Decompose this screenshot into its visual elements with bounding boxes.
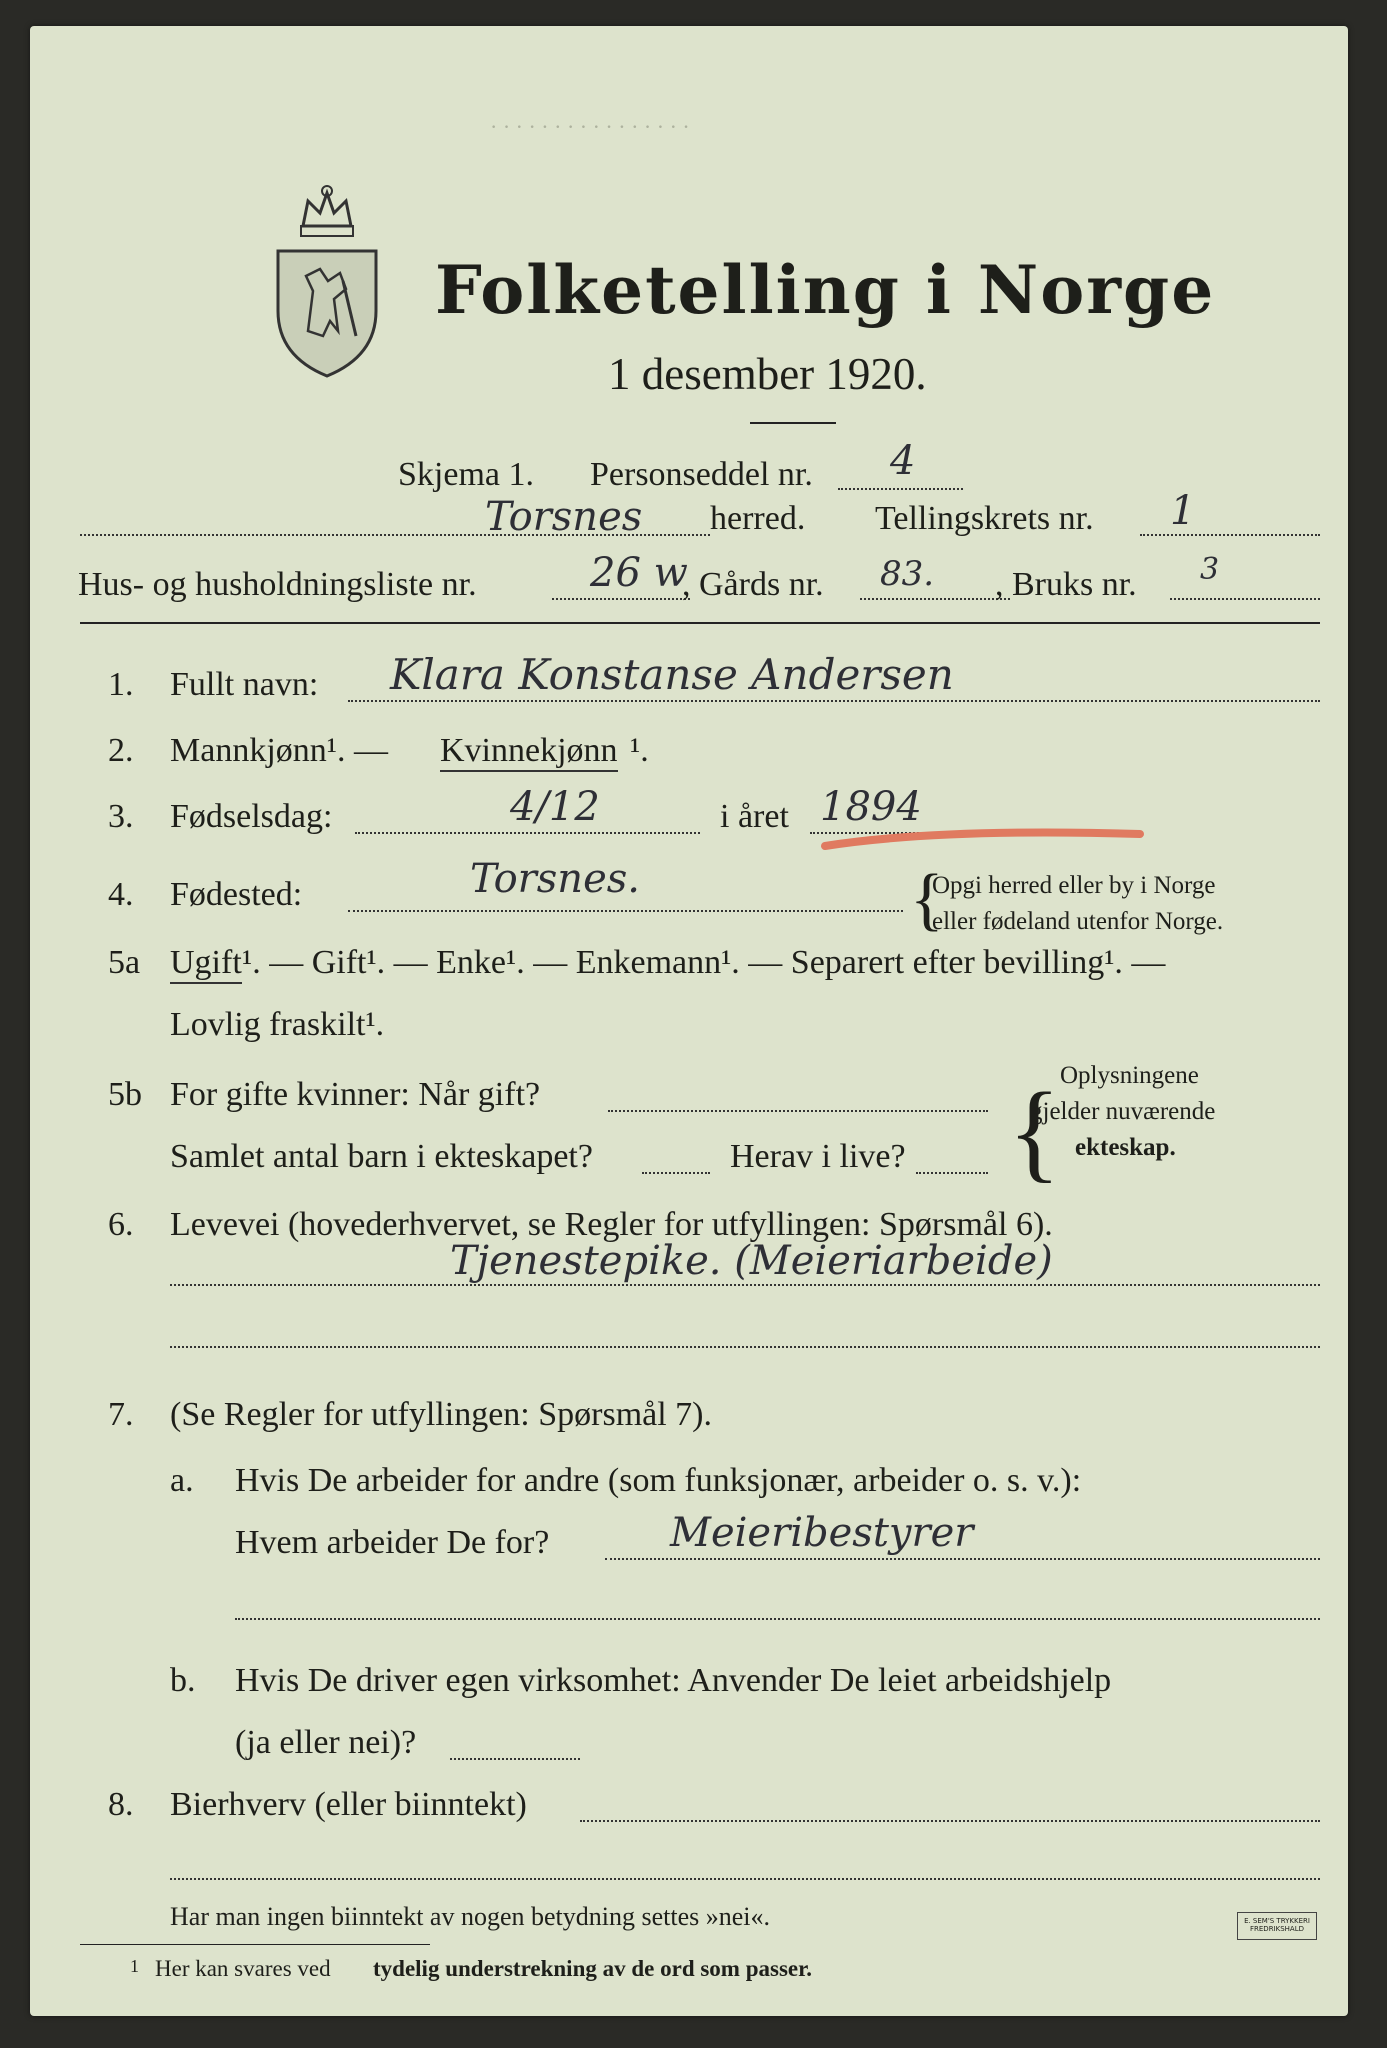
footnote-text-a: Her kan svares ved xyxy=(155,1956,331,1981)
q8-label: Bierhverv (eller biinntekt) xyxy=(170,1786,527,1823)
tellingskrets-label: Tellingskrets nr. xyxy=(875,500,1094,537)
q7b-line2: (ja eller nei)? xyxy=(235,1724,417,1761)
q6-dotted-line-1 xyxy=(170,1284,1320,1286)
q7a-line2: Hvem arbeider De for? xyxy=(235,1524,550,1561)
q5a-line2: Lovlig fraskilt¹. xyxy=(170,1006,385,1043)
q2-text-male: Mannkjønn¹. — xyxy=(170,732,388,769)
q5b-live-dotted-line xyxy=(916,1172,988,1174)
q4-brace: { xyxy=(910,861,944,938)
herred-label: herred. xyxy=(710,500,806,537)
q7-number: 7. xyxy=(108,1396,134,1433)
q5a-number: 5a xyxy=(108,944,141,981)
q2-text-female-underlined: Kvinnekjønn xyxy=(440,732,618,772)
q7a-text: Hvis De arbeider for andre (som funksjonær, arbeider o. s. v.): xyxy=(235,1462,1082,1499)
q1-dotted-line xyxy=(348,700,1320,702)
gards-label: , Gårds nr. xyxy=(682,566,824,603)
bruks-label: , Bruks nr. xyxy=(995,566,1137,603)
skjema-label: Skjema 1. xyxy=(398,456,534,493)
red-pencil-stroke xyxy=(820,816,1150,856)
q3-year-value: 1894 xyxy=(820,784,922,830)
tellingskrets-dotted-line xyxy=(1140,534,1320,536)
tellingskrets-value: 1 xyxy=(1170,488,1196,534)
q1-value: Klara Konstanse Andersen xyxy=(390,650,954,699)
q5b-note-line3: ekteskap. xyxy=(1075,1134,1176,1161)
header-divider xyxy=(80,622,1320,624)
printer-stamp-line1: E. SEM'S TRYKKERI xyxy=(1244,1917,1310,1925)
footnote-text-b: tydelig understrekning av de ord som passer. xyxy=(373,1956,812,1981)
q5b-brace: { xyxy=(1008,1070,1061,1192)
q7a-value: Meieribestyrer xyxy=(670,1510,974,1556)
q7b-text: Hvis De driver egen virksomhet: Anvender De leiet arbeidshjelp xyxy=(235,1662,1112,1699)
printer-stamp xyxy=(1237,1912,1317,1940)
q5b-live-label: Herav i live? xyxy=(730,1138,906,1175)
title-divider xyxy=(750,422,836,424)
printer-stamp-line2: FREDRIKSHALD xyxy=(1249,1925,1304,1933)
personseddel-dotted-line xyxy=(838,488,963,490)
q3-label: Fødselsdag: xyxy=(170,798,333,835)
q5b-note-line1: Oplysningene xyxy=(1060,1062,1199,1089)
q5a-options: ¹. — Gift¹. — Enke¹. — Enkemann¹. — Separert efter bevilling¹. — xyxy=(242,944,1166,981)
q8-number: 8. xyxy=(108,1786,134,1823)
q7b-letter: b. xyxy=(170,1662,196,1699)
census-date: 1 desember 1920. xyxy=(608,349,927,399)
q7a-dotted-line-1 xyxy=(605,1558,1320,1560)
q6-label: Levevei (hovederhvervet, se Regler for utfyllingen: Spørsmål 6). xyxy=(170,1206,1053,1243)
q4-number: 4. xyxy=(108,876,134,913)
q6-dotted-line-2 xyxy=(170,1346,1320,1348)
norwegian-coat-of-arms-icon xyxy=(268,181,386,381)
q5b-when-dotted-line xyxy=(608,1110,988,1112)
hus-dotted-line xyxy=(552,598,690,600)
q4-dotted-line xyxy=(348,910,903,912)
q6-value: Tjenestepike. (Meieriarbeide) xyxy=(450,1238,1053,1284)
q5b-note-line2: gjelder nuværende xyxy=(1030,1098,1216,1125)
q8-dotted-line-2 xyxy=(170,1878,1320,1880)
form-title: Folketelling i Norge xyxy=(435,251,1216,329)
q7-label: (Se Regler for utfyllingen: Spørsmål 7). xyxy=(170,1396,713,1433)
hus-value: 26 w xyxy=(590,550,688,596)
q3-year-label: i året xyxy=(720,798,789,835)
q2-footnote-mark: ¹. xyxy=(630,732,649,769)
q3-dotted-line xyxy=(355,832,700,834)
q5b-line2: Samlet antal barn i ekteskapet? xyxy=(170,1138,593,1175)
bleed-through-text: · · · · · · · · · · · · · · · · xyxy=(490,114,690,139)
personseddel-label: Personseddel nr. xyxy=(590,456,813,493)
gards-value: 83. xyxy=(880,554,935,594)
q5b-number: 5b xyxy=(108,1076,142,1113)
q4-note-line2: eller fødeland utenfor Norge. xyxy=(932,908,1224,935)
q7a-dotted-line-2 xyxy=(235,1618,1320,1620)
q5b-line1: For gifte kvinner: Når gift? xyxy=(170,1076,541,1113)
hus-label: Hus- og husholdningsliste nr. xyxy=(78,566,477,603)
bruks-dotted-line xyxy=(1170,598,1320,600)
footnote-marker: 1 xyxy=(130,1956,139,1976)
q3-number: 3. xyxy=(108,798,134,835)
q4-value: Torsnes. xyxy=(470,856,640,902)
q3-value: 4/12 xyxy=(510,784,600,830)
q2-number: 2. xyxy=(108,732,134,769)
footnote-divider xyxy=(80,1944,430,1945)
q5a-ugift-underlined: Ugift xyxy=(170,944,242,984)
q1-number: 1. xyxy=(108,666,134,703)
bruks-value: 3 xyxy=(1200,552,1220,587)
q4-note-line1: Opgi herred eller by i Norge xyxy=(932,872,1216,899)
q5b-children-dotted-line xyxy=(642,1172,710,1174)
q4-label: Fødested: xyxy=(170,876,303,913)
gards-dotted-line xyxy=(860,598,1010,600)
q6-number: 6. xyxy=(108,1206,134,1243)
q8-note: Har man ingen biinntekt av nogen betydning settes »nei«. xyxy=(170,1902,771,1931)
q8-dotted-line-1 xyxy=(580,1820,1320,1822)
census-form-sheet xyxy=(30,26,1348,2016)
q7a-letter: a. xyxy=(170,1462,194,1499)
q7b-dotted-line xyxy=(450,1758,580,1760)
herred-value: Torsnes xyxy=(485,494,643,540)
personseddel-value: 4 xyxy=(890,438,916,484)
q1-label: Fullt navn: xyxy=(170,666,319,703)
